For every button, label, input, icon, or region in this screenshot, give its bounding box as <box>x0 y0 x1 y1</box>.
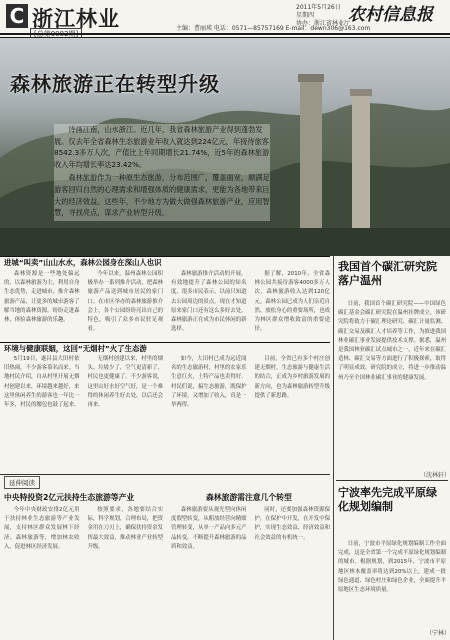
section1-column-1: 森林资源是一些地处偏远的，以森林旅游为主，利用自身生态优势，走进城市，推介森林旅游产品，让更多的城市游客了解当地的森林资源，纷纷走进森林，体验森林旅游的乐趣。 <box>4 271 80 324</box>
intro-paragraph-1: 诗画江南，山水浙江。近几年，我省森林旅游产业得到蓬勃发展。仅去年全省森林生态旅游业年收入就达到224亿元，年接待旅客8542.3多万人次，产值比上年同期增长21.74%，近5年的森林旅游收入年均增长率达23.42%。 <box>54 125 270 169</box>
section-letter-badge: C <box>6 4 28 28</box>
contact-line: 主编：曹丽瑛 电话：0571—85757169 E-mail：dewn306@163.com <box>176 25 371 32</box>
section1-column-3: 森林旅游推介活动的开展，有效地提升了森林公园的知名度。很多市民表示，以前只知道去公园周边的景点，现在才知道原来家门口还有这么多好去处，森林旅游正在成为市民休闲的新选择。 <box>171 271 247 333</box>
extended-column-1: 今年中央财政安排2亿元用于扶持林业生态旅游等产业发展，支持林区群众发展林下经济、森林旅游等，增加林农收入，促进林区经济发展。 <box>4 507 80 550</box>
date-line-1: 2011年5月26日 <box>296 4 341 11</box>
intro-paragraph-2: 森林旅游作为一种原生态旅游，分布范围广，覆盖面宽，顺满足游客回归自然的心理需求和增强体质的健康需求，更能为各地带来巨大的经济效益。这些年，不少地方为做大做强森林旅游产业，应用智慧，寻找亮点，谋求产业转型升级。 <box>54 173 270 218</box>
section1-body <box>4 270 330 342</box>
section2-body <box>4 355 330 473</box>
section1-subtitle: 进城“叫卖”山山水水，森林公园身在深山人也识 <box>4 258 162 267</box>
right-author-1: （沈林轩） <box>420 472 450 479</box>
masthead <box>0 0 450 42</box>
section2-column-4: 目前，全省已有多个村庄创建无烟村，生态旅游与健康生活的结合，正成为乡村旅游发展的新方向，也为森林旅游转型升级提供了新思路。 <box>254 356 330 399</box>
intro-text <box>54 124 270 221</box>
section-title: 浙江林业 <box>32 7 120 31</box>
section1-column-4: 据了解，2010年，全省森林公园共接待游客4000多万人次，森林旅游收入达到120亿元。森林公园已成为人们亲近自然、放松身心的重要场所，也成为林区群众增收致富的重要途径。 <box>254 271 330 333</box>
right-column-divider <box>333 256 334 640</box>
masthead-rule <box>0 33 450 35</box>
extended-body <box>4 506 330 636</box>
date-line-3: 协办：浙江省林业厅 <box>296 20 351 27</box>
right-body-1: 日前，我国首个碳汇研究院——中国绿色碳汇基金会碳汇研究院在温州挂牌成立。该研究院将致力于碳汇理论研究、碳汇计量监测、碳汇交易及碳汇人才培养等工作，为推进我国林业碳汇事业发展提供技术支撑。据悉，温州是我国林业碳汇试点城市之一，近年来在碳汇造林、碳汇交易等方面进行了积极探索，取得了明显成效。研究院的成立，将进一步推动温州乃至全国林业碳汇事业的健康发展。 <box>338 301 446 381</box>
date-line-2: 星期四 <box>296 12 315 19</box>
extended-subtitle-right: 森林旅游需注意几个转型 <box>206 493 292 502</box>
extended-subtitle-left: 中央特投资2亿元扶持生态旅游等产业 <box>4 493 135 502</box>
extended-column-2: 按照要求，各地要结合实际，科学规划，合理布局，把资金用在刀刃上，确保扶持资金发挥最大效益，推动林业产业转型升级。 <box>87 507 163 550</box>
right-headline-1: 我国首个碳汇研究院落户温州 <box>338 260 437 287</box>
right-author-2: （宁林） <box>426 630 450 637</box>
main-headline: 森林旅游正在转型升级 <box>10 72 220 96</box>
right-rule <box>336 480 448 481</box>
newspaper-name: 农村信息报 <box>348 5 433 25</box>
extended-reading-tag: 延伸阅读 <box>4 476 40 489</box>
section1-column-2: 今年以来，温州森林公园积极举办一系列推介活动，把森林旅游产品送到城市居民的家门口。在市区举办的森林旅游推介会上，各个公园纷纷亮出自己的特色，吸引了众多市民驻足观看。 <box>87 271 163 333</box>
section2-subtitle: 环境与健康联姻，这回“无烟村”火了生态游 <box>4 344 147 353</box>
right-body-2: 日前，宁波市平原绿化规划编制工作全面完成，这是全省第一个完成平原绿化规划编制的城市。根据规划，到2015年，宁波市平原地区林木覆盖率将达到20%以上，建成一批绿色通道、绿色村庄和绿色企业，全面提升平原地区生态环境质量。 <box>338 541 446 594</box>
extended-column-3: 森林旅游要从观光型向休闲度假型转变，从粗放经营向精细管理转变，从单一产品向多元产品转变，不断提升森林旅游的品质和效益。 <box>171 507 247 550</box>
section2-column-2: 无烟村创建以来，村里的烟头、垃圾少了，空气更清新了，村民也更健康了。不少游客说，这里山好水好空气好，是一个难得的休闲养生好去处，以后还会再来。 <box>87 356 163 409</box>
extended-column-4: 同时，还要加强森林资源保护，在保护中开发，在开发中保护，实现生态效益、经济效益和社会效益的有机统一。 <box>254 507 330 541</box>
section2-column-1: 5月19日，遂昌县大田村依旧热闹，不少游客慕名而来。当地村民介绍，自从村里开展无烟村创建以来，环境越来越好，来这里休闲养生的游客也一年比一年多，村民的腰包也鼓了起来。 <box>4 356 80 409</box>
hero-photo <box>0 38 450 256</box>
section2-column-3: 如今，大田村已成为远近闻名的生态旅游村，村里的农家乐生意红火，土特产品也卖得好。村民们说，搞生态旅游，既保护了环境，又增加了收入，真是一举两得。 <box>171 356 247 409</box>
extended-rule <box>0 474 330 475</box>
right-headline-2: 宁波率先完成平原绿化规划编制 <box>338 486 437 513</box>
